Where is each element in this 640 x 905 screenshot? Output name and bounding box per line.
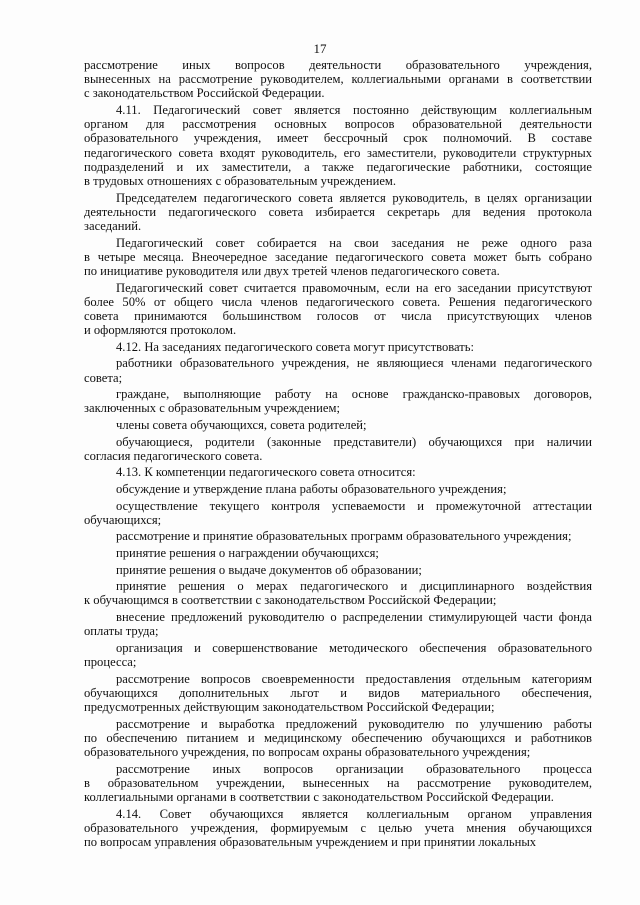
text-line: обучающихся; bbox=[84, 512, 162, 527]
paragraph bbox=[84, 482, 592, 496]
text-line: деятельности педагогического совета избирается секретарь для ведения протокола bbox=[84, 204, 592, 219]
text-line: обучающиеся, родители (законные представители) обучающихся при наличии bbox=[116, 434, 592, 449]
text-line: рассмотрение и принятие образовательных программ образовательного учреждения; bbox=[116, 529, 572, 544]
paragraph bbox=[84, 191, 592, 234]
text-line: органом для рассмотрения основных вопросов образовательной деятельности bbox=[84, 117, 592, 132]
paragraph bbox=[84, 356, 592, 384]
text-line: рассмотрение и выработка предложений руководителю по улучшению работы bbox=[116, 716, 592, 731]
text-line: совета; bbox=[84, 370, 123, 385]
paragraph bbox=[84, 641, 592, 669]
text-line: 4.14. Совет обучающихся является коллегиальным органом управления bbox=[116, 806, 592, 821]
text-line: заключенных с образовательным учреждением; bbox=[84, 401, 340, 416]
text-line: рассмотрение иных вопросов деятельности образовательного учреждения, bbox=[84, 58, 592, 72]
paragraph bbox=[84, 579, 592, 607]
paragraph bbox=[84, 529, 592, 543]
paragraph bbox=[84, 236, 592, 279]
text-line: и оформляются протоколом. bbox=[84, 323, 237, 338]
text-line: принятие решения о мерах педагогического и дисциплинарного воздействия bbox=[116, 579, 592, 594]
text-line: в трудовых отношениях с образовательным учреждением. bbox=[84, 174, 397, 189]
paragraph bbox=[84, 610, 592, 638]
text-line: подразделений и их заместители, а также педагогические работники, состоящие bbox=[84, 159, 592, 174]
paragraph bbox=[84, 58, 592, 101]
paragraph bbox=[84, 103, 592, 188]
text-line: образовательного учреждения, по вопросам охраны образовательного учреждения; bbox=[84, 744, 531, 759]
text-line: вынесенных на рассмотрение руководителем, коллегиальными органами в соответствии bbox=[84, 72, 592, 87]
text-line: к обучающимся в соответствии с законодательством Российской Федерации; bbox=[84, 593, 497, 608]
text-line: внесение предложений руководителю о распределении стимулирующей части фонда bbox=[116, 609, 592, 624]
paragraph bbox=[84, 499, 592, 527]
text-line: коллегиальными органами в соответствии с законодательством Российской Федерации. bbox=[84, 789, 554, 804]
text-line: обсуждение и утверждение плана работы образовательного учреждения; bbox=[116, 481, 507, 496]
document-body bbox=[84, 58, 592, 852]
text-line: Педагогический совет считается правомочным, если на его заседании присутствуют bbox=[116, 280, 592, 295]
page-number: 17 bbox=[313, 41, 327, 56]
text-line: рассмотрение иных вопросов организации образовательного процесса bbox=[116, 761, 592, 776]
text-line: работники образовательного учреждения, не являющиеся членами педагогического bbox=[116, 356, 592, 371]
text-line: обучающихся дополнительных льгот и видов материального обеспечения, bbox=[84, 685, 592, 700]
text-line: образовательного учреждения, имеет бессрочный срок полномочий. В составе bbox=[84, 131, 592, 146]
text-line: осуществление текущего контроля успеваемости и промежуточной аттестации bbox=[116, 498, 592, 513]
text-line: по инициативе руководителя или двух третей членов педагогического совета. bbox=[84, 264, 500, 279]
text-line: 4.12. На заседаниях педагогического совета могут присутствовать: bbox=[116, 339, 475, 354]
paragraph bbox=[84, 672, 592, 715]
paragraph bbox=[84, 546, 592, 560]
text-line: в четыре месяца. Внеочередное заседание педагогического совета может быть собрано bbox=[84, 249, 592, 264]
text-line: по вопросам управления образовательным учреждением и при принятии локальных bbox=[84, 834, 537, 849]
paragraph bbox=[84, 281, 592, 338]
text-line: в образовательном учреждении, вынесенных на рассмотрение руководителем, bbox=[84, 775, 592, 790]
text-line: принятие решения о выдаче документов об образовании; bbox=[116, 562, 422, 577]
paragraph bbox=[84, 435, 592, 463]
paragraph bbox=[84, 762, 592, 805]
text-line: образовательного учреждения, формируемым с целью учета мнения обучающихся bbox=[84, 820, 592, 835]
paragraph bbox=[84, 340, 592, 354]
text-line: граждане, выполняющие работу на основе гражданско-правовых договоров, bbox=[116, 387, 592, 402]
paragraph bbox=[84, 465, 592, 479]
text-line: педагогического совета входят руководитель, его заместители, руководители структурных bbox=[84, 145, 592, 160]
text-line: организация и совершенствование методического обеспечения образовательного bbox=[116, 640, 592, 655]
text-line: заседаний. bbox=[84, 219, 142, 234]
text-line: члены совета обучающихся, совета родителей; bbox=[116, 418, 367, 432]
text-line: с законодательством Российской Федерации. bbox=[84, 86, 325, 101]
text-line: Педагогический совет собирается на свои заседания не реже одного раза bbox=[116, 235, 592, 250]
text-line: совета принимаются большинством голосов от числа присутствующих членов bbox=[84, 309, 592, 324]
text-line: рассмотрение вопросов своевременности предоставления отдельным категориям bbox=[116, 671, 592, 686]
text-line: Председателем педагогического совета является руководитель, в целях организации bbox=[116, 190, 592, 205]
text-line: 4.13. К компетенции педагогического совета относится: bbox=[116, 465, 416, 480]
paragraph bbox=[84, 807, 592, 850]
text-line: принятие решения о награждении обучающихся; bbox=[116, 545, 379, 560]
paragraph bbox=[84, 387, 592, 415]
paragraph bbox=[84, 418, 592, 432]
text-line: процесса; bbox=[84, 654, 137, 669]
text-line: по обеспечению питанием и медицинскому обеспечению обучающихся и работников bbox=[84, 730, 592, 745]
text-line: оплаты труда; bbox=[84, 624, 159, 639]
paragraph bbox=[84, 717, 592, 760]
text-line: согласия педагогического совета. bbox=[84, 448, 263, 463]
paragraph bbox=[84, 563, 592, 577]
text-line: более 50% от общего числа членов педагогического совета. Решения педагогического bbox=[84, 294, 592, 309]
text-line: 4.11. Педагогический совет является постоянно действующим коллегиальным bbox=[116, 103, 592, 117]
text-line: предусмотренных действующим законодательством Российской Федерации; bbox=[84, 699, 495, 714]
